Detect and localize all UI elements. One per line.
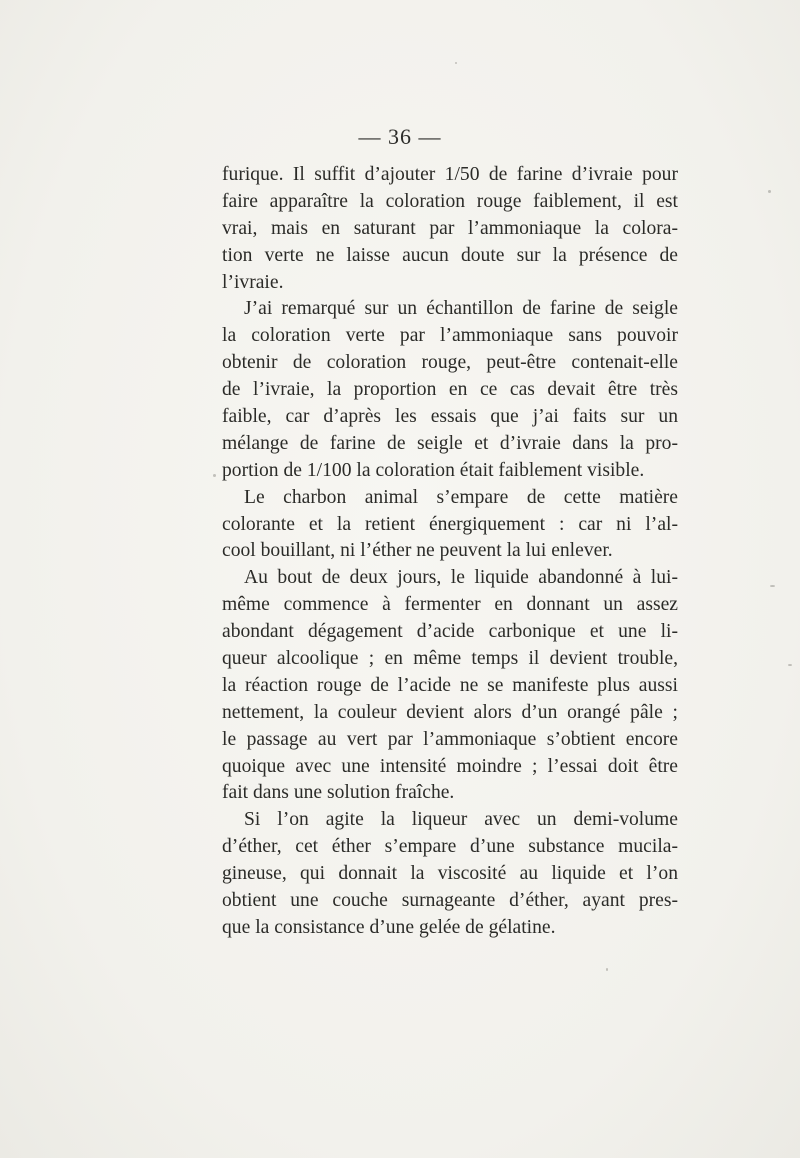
text-line: portion de 1/100 la coloration était faiblement visible. — [222, 459, 645, 481]
text-line: queur alcoolique ; en même temps il devient trouble, — [222, 648, 678, 670]
paper-speck — [768, 190, 771, 193]
text-line: Au bout de deux jours, le liquide abandonné à lui- — [244, 567, 678, 589]
paper-speck — [788, 664, 792, 666]
text-line: J’ai remarqué sur un échantillon de farine de seigle — [244, 298, 678, 320]
text-line: mélange de farine de seigle et d’ivraie dans la pro- — [222, 432, 678, 454]
paragraph-3 — [222, 485, 678, 566]
text-line: le passage au vert par l’ammoniaque s’obtient encore — [222, 728, 678, 750]
paragraph-4 — [222, 565, 678, 807]
text-line: Le charbon animal s’empare de cette matière — [244, 486, 678, 508]
text-line: obtient une couche surnageante d’éther, ayant pres- — [222, 890, 678, 912]
text-line: faible, car d’après les essais que j’ai faits sur un — [222, 406, 678, 428]
paper-speck — [770, 585, 775, 587]
text-line: l’ivraie. — [222, 271, 284, 293]
paper-speck — [455, 62, 457, 64]
text-line: cool bouillant, ni l’éther ne peuvent la lui enlever. — [222, 540, 613, 562]
text-line: nettement, la couleur devient alors d’un orangé pâle ; — [222, 701, 678, 723]
body-text — [222, 162, 678, 942]
page-number: — 36 — — [358, 124, 442, 149]
text-line: Si l’on agite la liqueur avec un demi-volume — [244, 809, 678, 831]
text-line: que la consistance d’une gelée de gélatine. — [222, 916, 556, 938]
paper-speck — [606, 968, 608, 971]
text-line: de l’ivraie, la proportion en ce cas devait être très — [222, 379, 678, 401]
text-line: vrai, mais en saturant par l’ammoniaque la colora- — [222, 217, 678, 239]
text-line: furique. Il suffit d’ajouter 1/50 de farine d’ivraie pour — [222, 164, 678, 185]
text-line: tion verte ne laisse aucun doute sur la présence de — [222, 244, 678, 266]
text-line: la réaction rouge de l’acide ne se manifeste plus aussi — [222, 674, 678, 696]
text-line: obtenir de coloration rouge, peut-être contenait-elle — [222, 352, 678, 374]
text-line: faire apparaître la coloration rouge faiblement, il est — [222, 190, 678, 212]
paragraph-1 — [222, 162, 678, 296]
paragraph-2 — [222, 296, 678, 484]
text-line: colorante et la retient énergiquement : car ni l’al- — [222, 513, 678, 535]
paper-speck — [213, 474, 216, 477]
text-line: d’éther, cet éther s’empare d’une substance mucila- — [222, 836, 678, 858]
text-line: fait dans une solution fraîche. — [222, 782, 455, 804]
text-line: même commence à fermenter en donnant un assez — [222, 594, 678, 616]
text-line: la coloration verte par l’ammoniaque sans pouvoir — [222, 325, 678, 347]
text-line: quoique avec une intensité moindre ; l’essai doit être — [222, 755, 678, 777]
paragraph-5 — [222, 807, 678, 941]
text-line: abondant dégagement d’acide carbonique et une li- — [222, 621, 678, 643]
text-line: gineuse, qui donnait la viscosité au liquide et l’on — [222, 863, 678, 885]
